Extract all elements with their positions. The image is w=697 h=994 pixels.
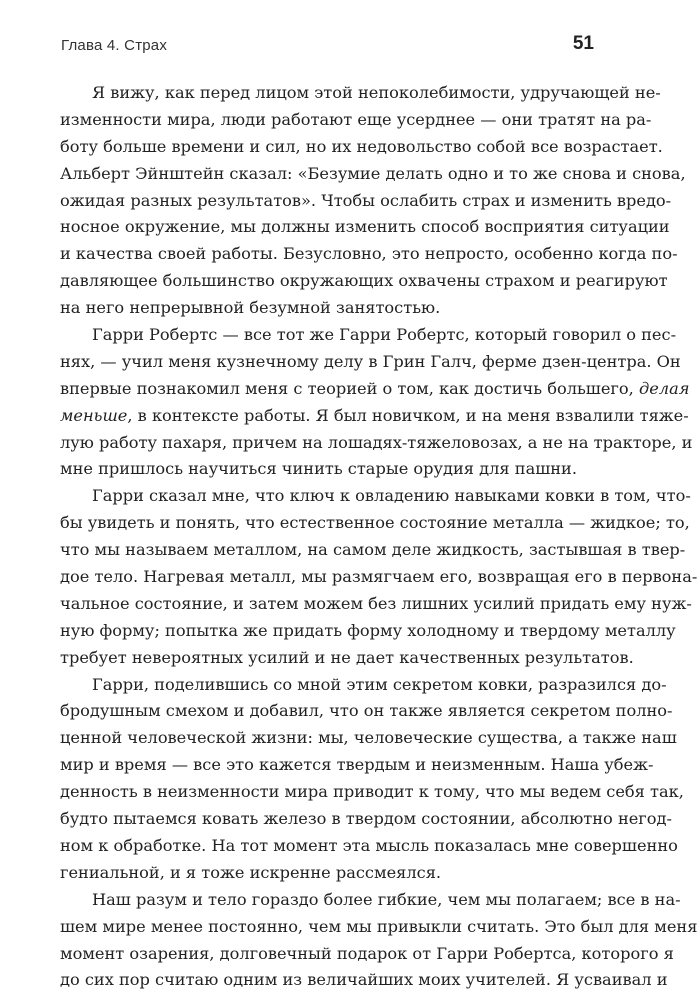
text-line: давляющее большинство окружающих охвачены страхом и реагируют <box>60 271 668 291</box>
text-line: Альберт Эйнштейн сказал: «Безумие делать одно и то же снова и снова, <box>60 163 686 183</box>
text-line: бродушным смехом и добавил, что он также является секретом полно- <box>60 701 673 721</box>
text-line: денность в неизменности мира приводит к тому, что мы ведем себя так, <box>60 782 684 802</box>
text-line: Гарри, поделившись со мной этим секретом ковки, разразился до- <box>92 674 667 694</box>
text-line: мир и время — все это кажется твердым и неизменным. Наша убеж- <box>60 755 654 775</box>
text-line: бы увидеть и понять, что естественное состояние металла — жидкое; то, <box>60 513 690 533</box>
text-line: Я вижу, как перед лицом этой непоколебимости, удручающей не- <box>92 83 661 102</box>
text-line: Гарри Робертс — все тот же Гарри Робертс, который говорил о пес- <box>92 325 677 345</box>
paragraph-1 <box>60 80 686 322</box>
running-head: Глава 4. Страх <box>61 37 168 54</box>
text-line: нях, — учил меня кузнечному делу в Грин Галч, ферме дзен-центра. Он <box>60 351 681 371</box>
text-line: дое тело. Нагревая металл, мы размягчаем его, возвращая его в первона- <box>60 567 697 587</box>
paragraph-2 <box>60 322 693 483</box>
text-line: шем мире менее постоянно, чем мы привыкли считать. Это был для меня <box>60 916 697 936</box>
text-line: боту больше времени и сил, но их недовольство собой все возрастает. <box>60 136 663 156</box>
text-line: будто пытаемся ковать железо в твердом состоянии, абсолютно негод- <box>60 809 672 829</box>
paragraph-5 <box>60 887 697 994</box>
text-line: мне пришлось научиться чинить старые орудия для пашни. <box>60 459 577 479</box>
body-text <box>60 80 697 994</box>
text-line: ожидая разных результатов». Чтобы ослабить страх и изменить вредо- <box>60 190 672 210</box>
text-line: носное окружение, мы должны изменить способ восприятия ситуации <box>60 217 670 237</box>
text-line: Гарри сказал мне, что ключ к овладению навыками ковки в том, что- <box>92 486 691 506</box>
page-number: 51 <box>572 33 594 54</box>
text-segment: впервые познакомил меня с теорией о том, как достичь большего, <box>60 378 634 398</box>
text-line: на него непрерывной безумной занятостью. <box>60 298 441 318</box>
text-line: лую работу пахаря, причем на лошадях-тяжеловозах, а не на тракторе, и <box>60 432 693 452</box>
text-line: изменности мира, люди работают еще усерднее — они тратят на ра- <box>60 109 652 129</box>
italic-phrase: делая <box>638 378 690 398</box>
text-segment: , в контексте работы. Я был новичком, и на меня взвалили тяже- <box>127 405 689 425</box>
text-line-with-italic <box>60 376 690 403</box>
text-line: гениальной, и я тоже искренне рассмеялся. <box>60 862 442 882</box>
paragraph-3 <box>60 483 697 671</box>
text-line: что мы называем металлом, на самом деле жидкость, застывшая в твер- <box>60 540 686 560</box>
text-line: Наш разум и тело гораздо более гибкие, чем мы полагаем; все в на- <box>92 889 681 909</box>
text-line: момент озарения, долговечный подарок от Гарри Робертса, которого я <box>60 943 674 963</box>
text-line: требует невероятных усилий и не дает качественных результатов. <box>60 647 634 667</box>
text-line: ную форму; попытка же придать форму холодному и твердому металлу <box>60 620 676 640</box>
text-line: ценной человеческой жизни: мы, человеческие существа, а также наш <box>60 728 677 748</box>
text-line: чальное состояние, и затем можем без лишних усилий придать ему нуж- <box>60 593 692 613</box>
text-line: до сих пор считаю одним из величайших моих учителей. Я усваивал и <box>60 970 668 990</box>
text-line: и качества своей работы. Безусловно, это непросто, особенно когда по- <box>60 244 678 264</box>
text-line-with-italic <box>60 403 689 430</box>
text-line: ном к обработке. На тот момент эта мысль показалась мне совершенно <box>60 835 678 855</box>
paragraph-4 <box>60 672 684 887</box>
italic-phrase: меньше <box>60 405 128 425</box>
